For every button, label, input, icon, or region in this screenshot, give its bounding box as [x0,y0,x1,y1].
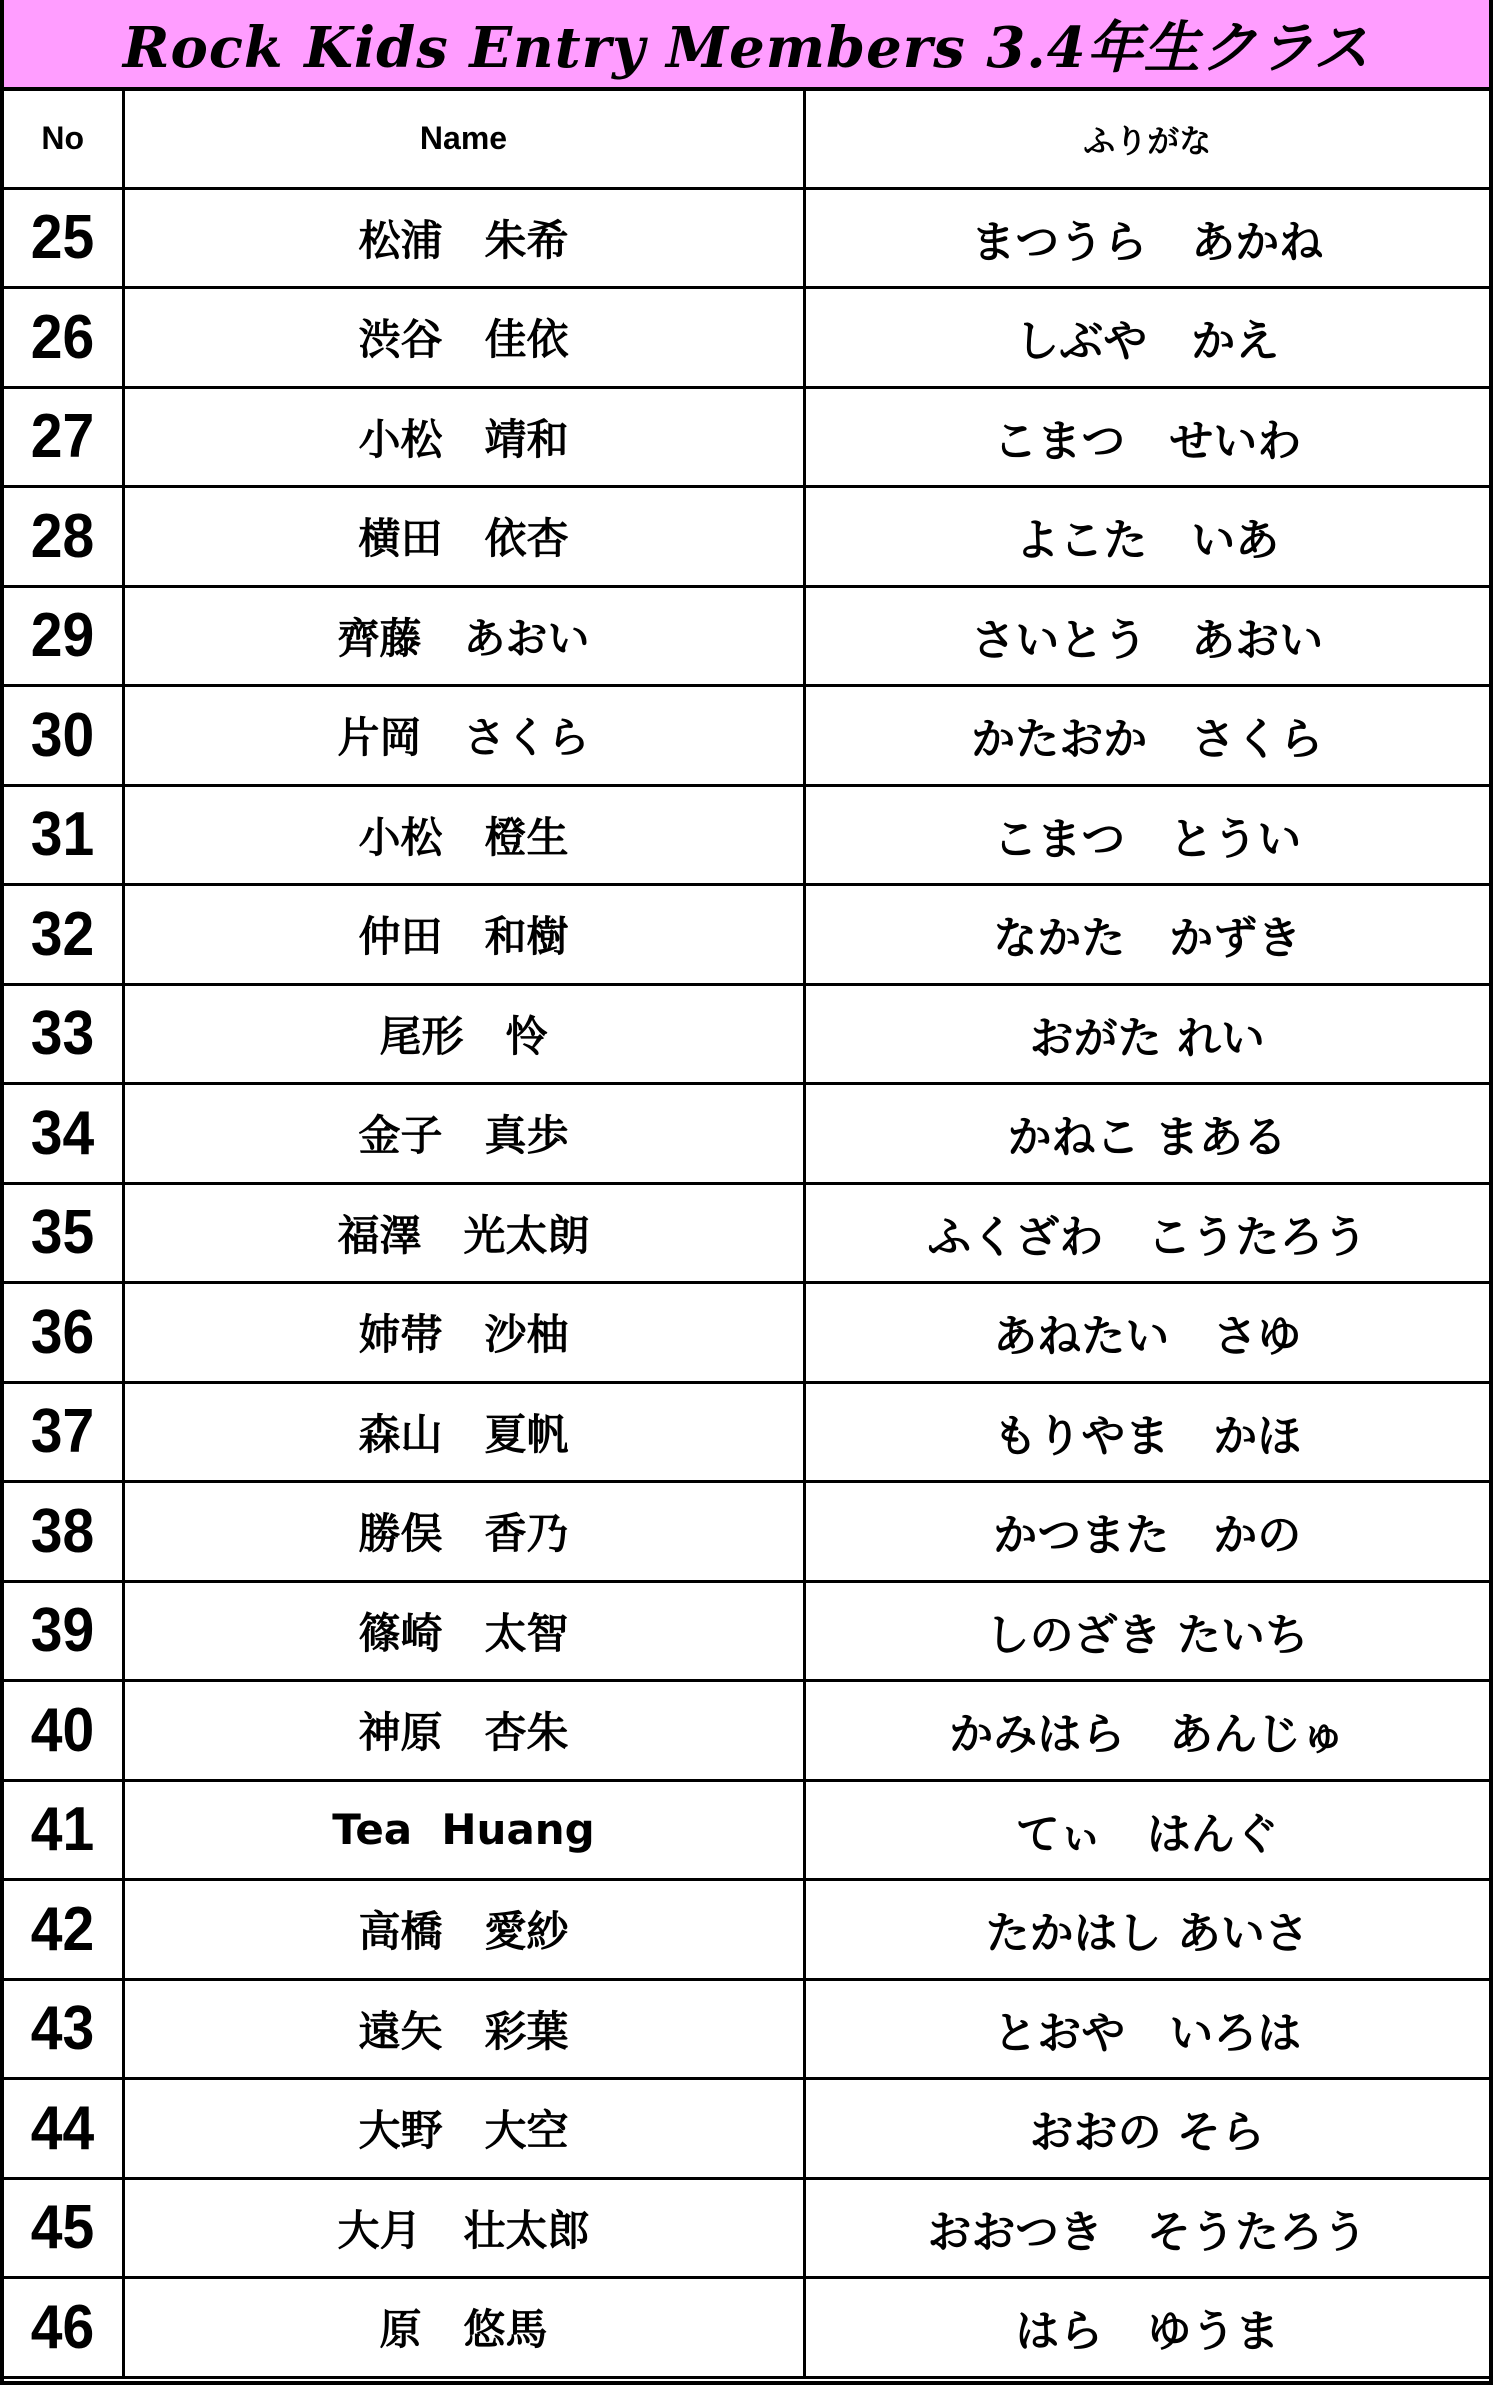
member-no: 28 [31,501,95,571]
member-name: 仲田 和樹 [123,885,804,985]
member-no: 33 [31,999,95,1069]
member-no: 42 [31,1894,95,1964]
member-name: 松浦 朱希 [123,188,804,288]
member-no-cell [4,1979,123,2079]
table-row [4,1880,1489,1980]
page-title: Rock Kids Entry Members 3.4年生クラス [122,14,1371,81]
member-name: 片岡 さくら [123,686,804,786]
member-no-cell [4,1880,123,1980]
member-no: 25 [31,203,95,273]
member-no-cell [4,1780,123,1880]
member-name: 小松 橙生 [123,785,804,885]
member-kana: ふくざわ こうたろう [804,1183,1489,1283]
member-kana: かねこ まある [804,1084,1489,1184]
member-no-cell [4,387,123,487]
member-no: 43 [31,1994,95,2064]
member-no: 38 [31,1496,95,1566]
member-name: 齊藤 あおい [123,586,804,686]
member-no-cell [4,586,123,686]
member-no-cell [4,288,123,388]
member-kana: よこた いあ [804,487,1489,587]
member-name: 姉帯 沙柚 [123,1283,804,1383]
table-row [4,2178,1489,2278]
member-no: 39 [31,1596,95,1666]
member-no-cell [4,1382,123,1482]
title-banner [4,0,1489,91]
member-no-cell [4,1482,123,1582]
table-row [4,1084,1489,1184]
member-name: 横田 依杏 [123,487,804,587]
member-name: 大月 壮太郎 [123,2178,804,2278]
members-table [4,91,1489,2379]
member-no-cell [4,1681,123,1781]
member-name: 森山 夏帆 [123,1382,804,1482]
member-kana: しのざき たいち [804,1581,1489,1681]
table-row [4,1482,1489,1582]
member-name: 金子 真歩 [123,1084,804,1184]
member-no: 32 [31,899,95,969]
member-no-cell [4,1283,123,1383]
member-no-cell [4,1183,123,1283]
table-row [4,288,1489,388]
table-row [4,1780,1489,1880]
member-kana: こまつ せいわ [804,387,1489,487]
member-name: 福澤 光太朗 [123,1183,804,1283]
member-no-cell [4,686,123,786]
table-header-row [4,91,1489,188]
member-kana: てぃ はんぐ [804,1780,1489,1880]
table-row [4,686,1489,786]
member-kana: さいとう あおい [804,586,1489,686]
member-kana: おおの そら [804,2079,1489,2179]
member-name: 小松 靖和 [123,387,804,487]
member-no-cell [4,2079,123,2179]
table-row [4,785,1489,885]
table-row [4,487,1489,587]
member-name: 渋谷 佳依 [123,288,804,388]
member-name: 遠矢 彩葉 [123,1979,804,2079]
member-no-cell [4,188,123,288]
table-row [4,1681,1489,1781]
member-no: 46 [31,2292,95,2362]
member-no: 40 [31,1695,95,1765]
member-no: 35 [31,1198,95,1268]
member-kana: あねたい さゆ [804,1283,1489,1383]
member-kana: はら ゆうま [804,2278,1489,2378]
header-kana: ふりがな [804,91,1489,188]
header-name: Name [123,91,804,188]
member-kana: かたおか さくら [804,686,1489,786]
member-no: 31 [31,800,95,870]
table-row [4,2278,1489,2378]
member-no-cell [4,885,123,985]
member-name: 高橋 愛紗 [123,1880,804,1980]
member-no: 45 [31,2193,95,2263]
member-no: 27 [31,402,95,472]
member-kana: もりやま かほ [804,1382,1489,1482]
member-kana: おがた れい [804,984,1489,1084]
table-row [4,1283,1489,1383]
member-no: 34 [31,1098,95,1168]
table-row [4,2079,1489,2179]
member-kana: とおや いろは [804,1979,1489,2079]
member-no-cell [4,1581,123,1681]
member-kana: まつうら あかね [804,188,1489,288]
member-name: 篠崎 太智 [123,1581,804,1681]
member-no: 37 [31,1397,95,1467]
member-kana: かみはら あんじゅ [804,1681,1489,1781]
member-no: 44 [31,2093,95,2163]
member-name: 尾形 怜 [123,984,804,1084]
member-no: 29 [31,601,95,671]
member-kana: かつまた かの [804,1482,1489,1582]
member-no: 26 [31,302,95,372]
table-row [4,885,1489,985]
member-name: 大野 大空 [123,2079,804,2179]
table-row [4,984,1489,1084]
member-no-cell [4,2178,123,2278]
member-name: 勝俣 香乃 [123,1482,804,1582]
member-kana: なかた かずき [804,885,1489,985]
member-kana: たかはし あいさ [804,1880,1489,1980]
header-no: No [4,91,123,188]
member-no-cell [4,785,123,885]
member-no-cell [4,487,123,587]
table-row [4,1382,1489,1482]
member-name: Tea Huang [123,1780,804,1880]
member-name: 原 悠馬 [123,2278,804,2378]
member-no: 30 [31,700,95,770]
table-row [4,1183,1489,1283]
member-name: 神原 杏朱 [123,1681,804,1781]
table-row [4,586,1489,686]
member-kana: しぶや かえ [804,288,1489,388]
member-kana: おおつき そうたろう [804,2178,1489,2278]
table-row [4,387,1489,487]
table-row [4,188,1489,288]
table-row [4,1581,1489,1681]
member-kana: こまつ とうい [804,785,1489,885]
member-no: 36 [31,1297,95,1367]
member-no: 41 [31,1795,95,1865]
member-no-cell [4,1084,123,1184]
member-no-cell [4,984,123,1084]
table-row [4,1979,1489,2079]
member-no-cell [4,2278,123,2378]
